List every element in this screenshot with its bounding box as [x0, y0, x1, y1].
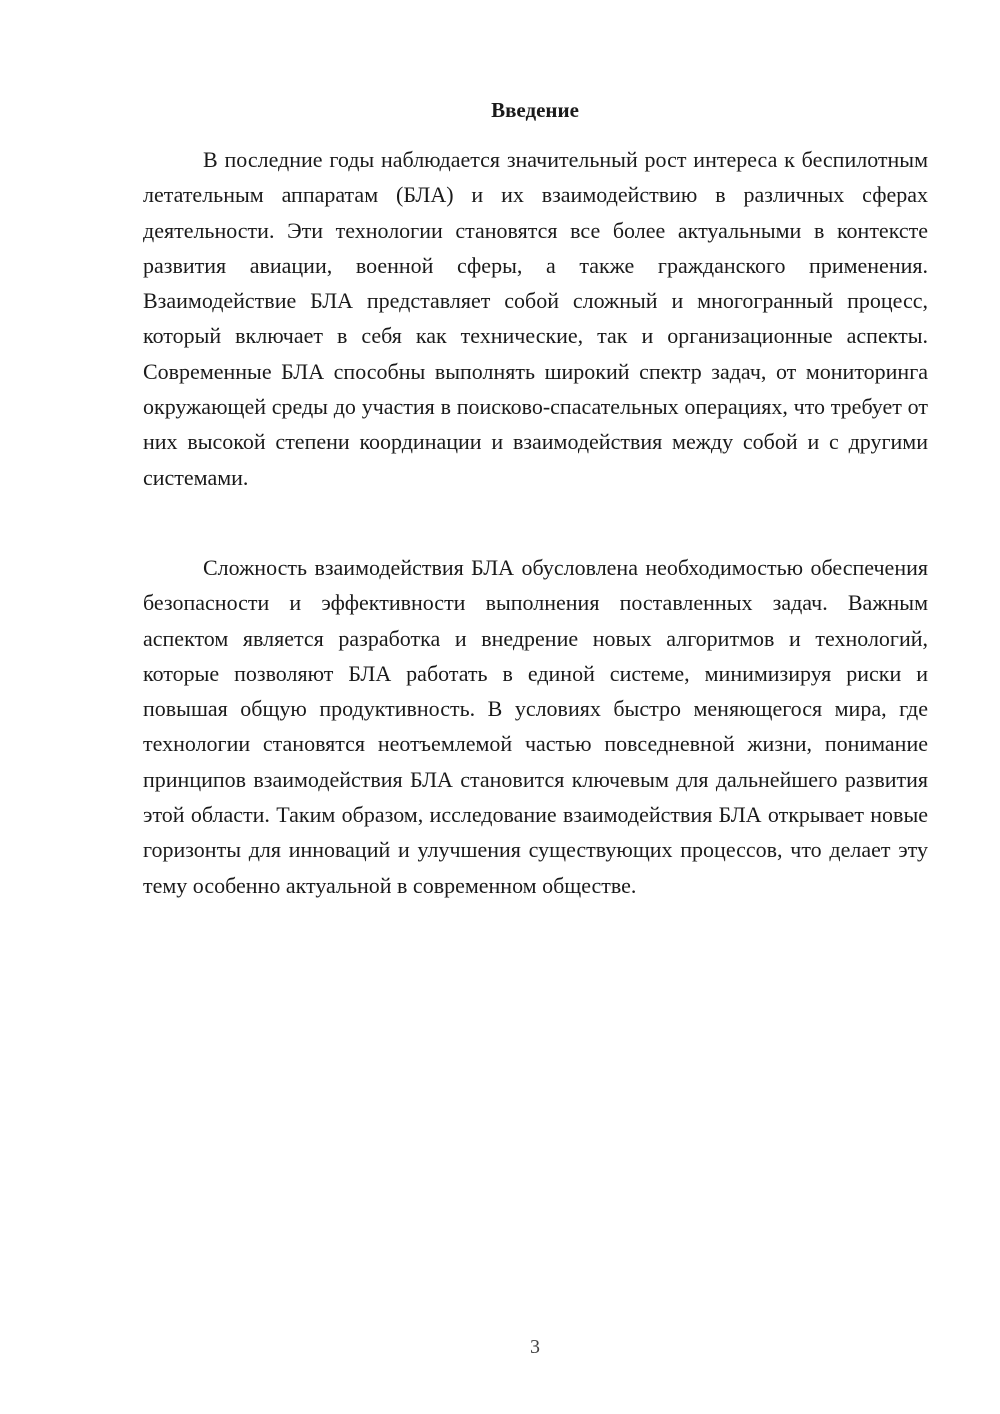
paragraph-2: Сложность взаимодействия БЛА обусловлена необходимостью обеспечения безопасности и эффективности выполнения поставленных задач. Важным аспектом является разработка и внедрение новых алгоритмов и технологий, которые позволяют БЛА работать в единой системе, минимизируя риски и повышая общую продуктивность. В условиях быстро меняющегося мира, где технологии становятся неотъемлемой частью повседневной жизни, понимание принципов взаимодействия БЛА становится ключевым для дальнейшего развития этой области. Таким образом, исследование взаимодействия БЛА открывает новые горизонты для инноваций и улучшения существующих процессов, что делает эту тему особенно актуальной в современном обществе. — [143, 555, 928, 898]
paragraph-1: В последние годы наблюдается значительный рост интереса к беспилотным летательным аппаратам (БЛА) и их взаимодействию в различных сферах деятельности. Эти технологии становятся все более актуальными в контексте развития авиации, военной сферы, а также гражданского применения. Взаимодействие БЛА представляет собой сложный и многогранный процесс, который включает в себя как технические, так и организационные аспекты. Современные БЛА способны выполнять широкий спектр задач, от мониторинга окружающей среды до участия в поисково-спасательных операциях, что требует от них высокой степени координации и взаимодействия между собой и с другими системами. — [143, 147, 928, 490]
page-number: 3 — [530, 1336, 540, 1358]
section-heading: Введение — [491, 98, 579, 122]
